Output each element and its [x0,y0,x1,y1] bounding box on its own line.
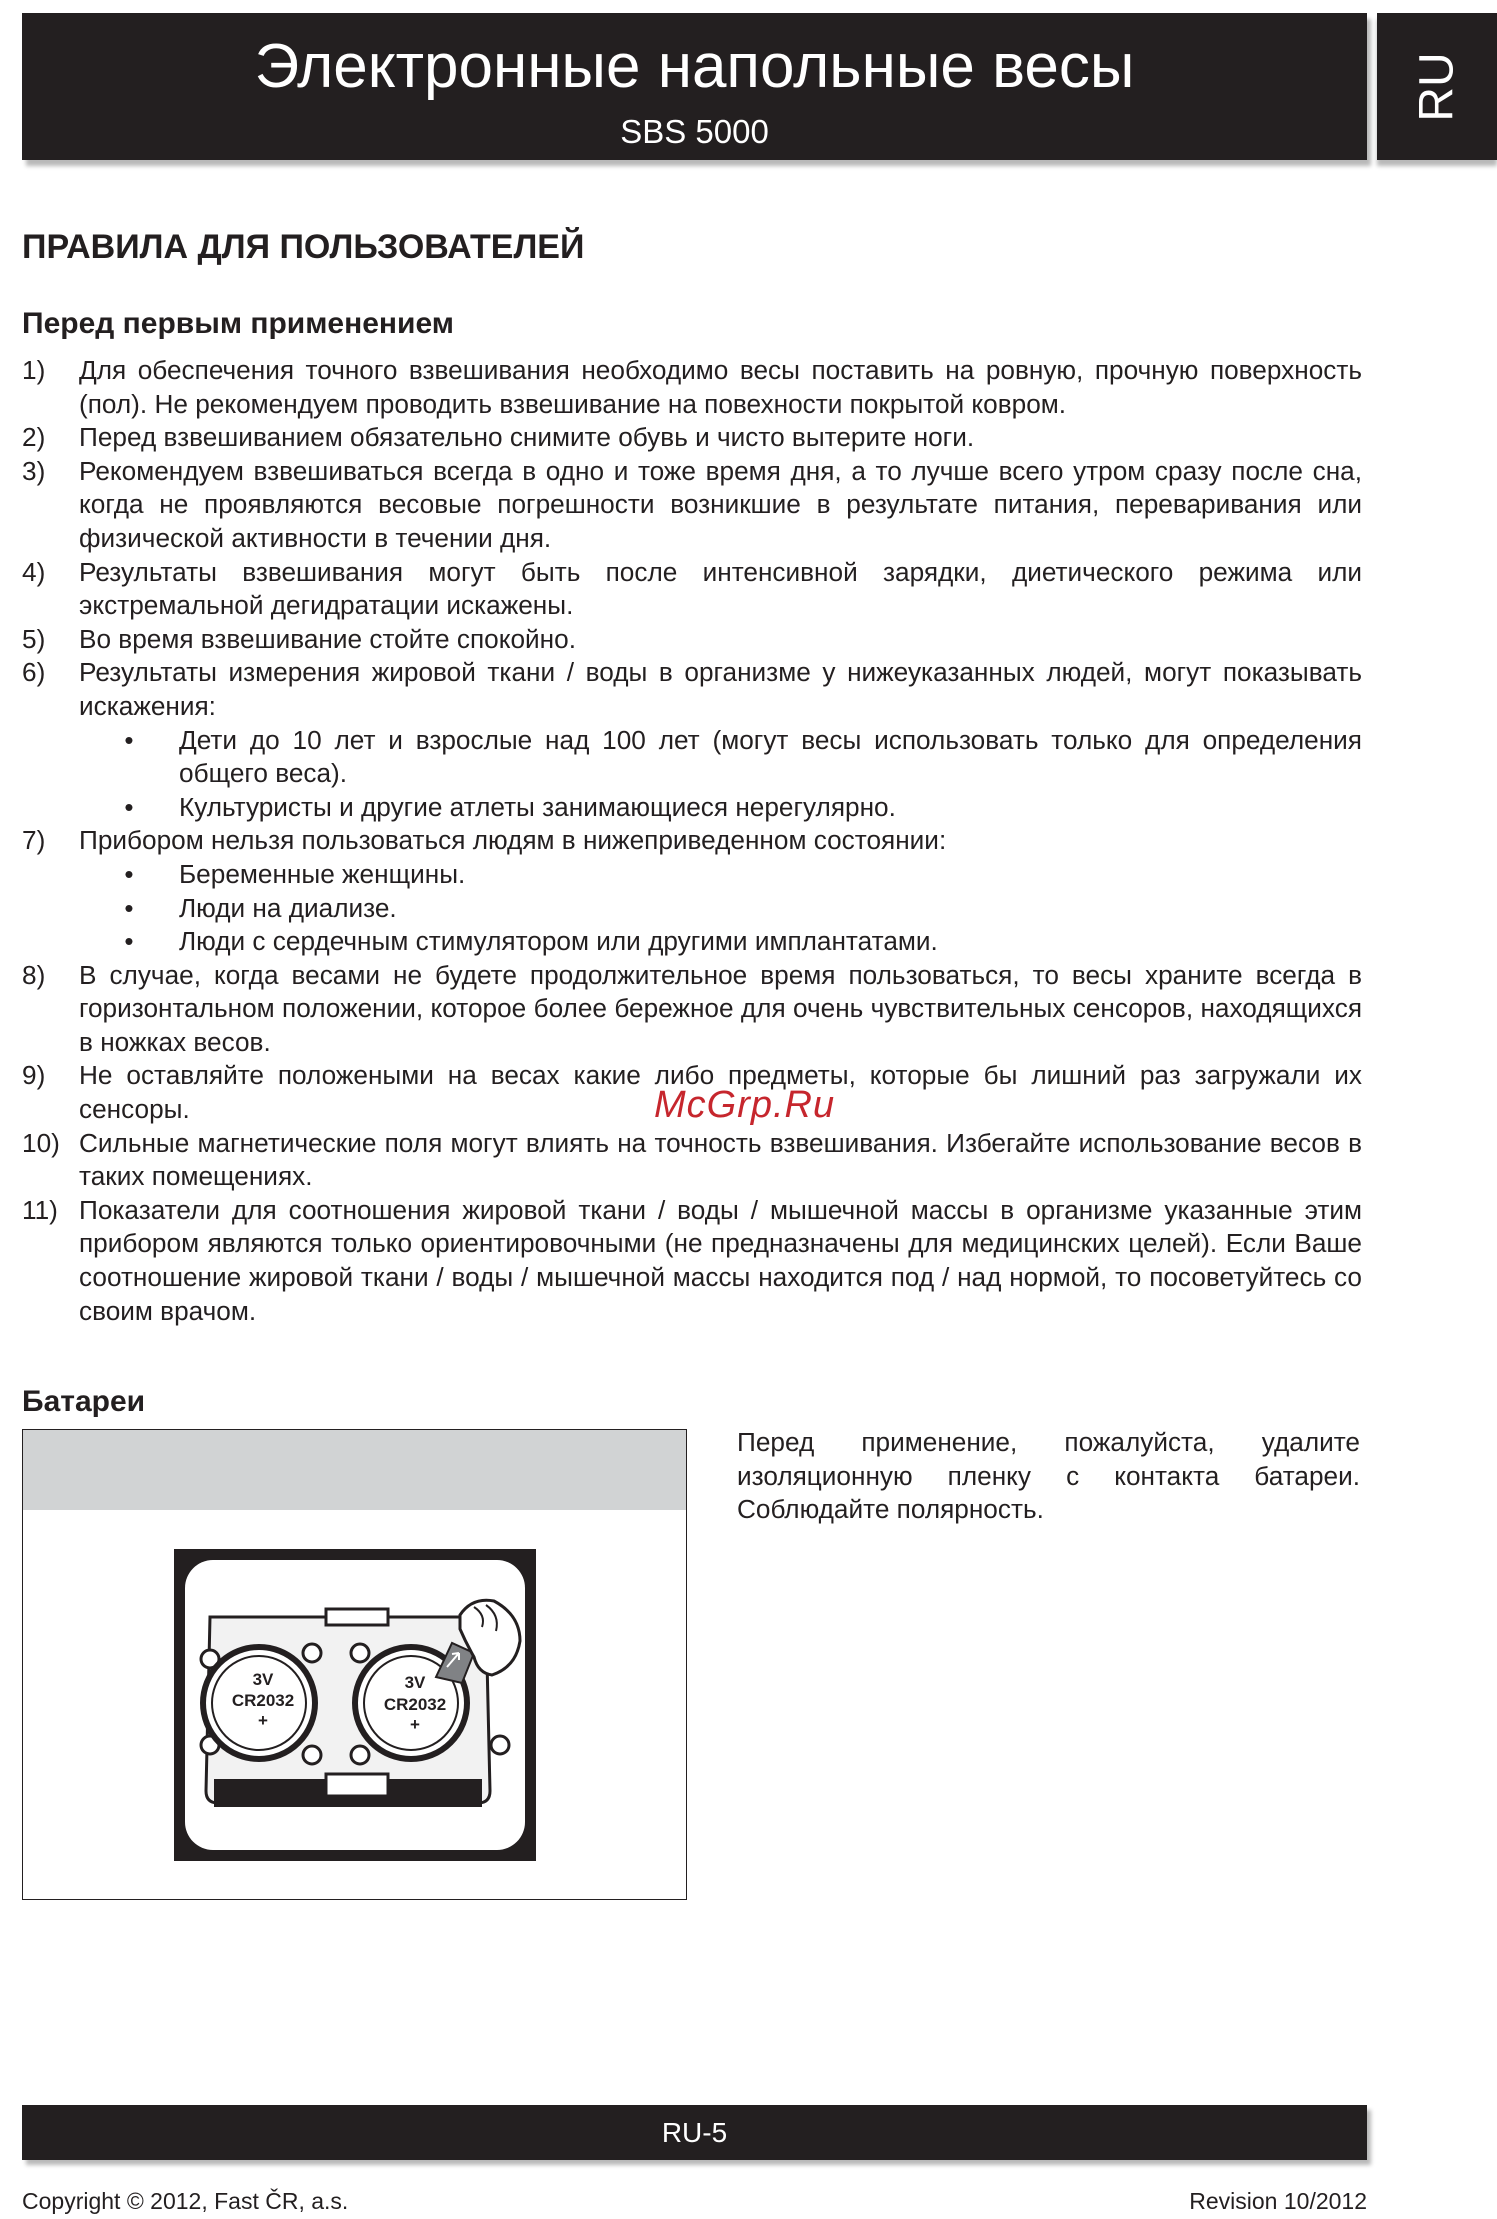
cell-polarity-left: + [258,1711,268,1730]
item-number: 6) [22,657,46,688]
list-item [22,1127,1362,1194]
item-text: Показатели для соотношения жировой ткани / воды / мышечной массы в организме указанные этим прибором являются только ориентировочными (не предназначены для медицинских целей). Если Ваше соотношение жировой ткани / воды / мышечной массы находится под / над нормой, то посоветуйтесь со своим врачом. [79,1194,1362,1326]
list-item [22,623,1362,657]
list-item [22,421,1362,455]
document-title: Электронные напольные весы [254,32,1135,101]
section-title: ПРАВИЛА ДЛЯ ПОЛЬЗОВАТЕЛЕЙ [22,228,585,266]
item-number: 4) [22,556,46,587]
bullet-text: Культуристы и другие атлеты занимающиеся нерегулярно. [179,791,896,822]
copyright: Copyright © 2012, Fast ČR, a.s. [22,2188,349,2214]
header-bar [22,13,1367,160]
batteries-heading: Батареи [22,1385,146,1418]
figure-header-strip [23,1430,686,1510]
revision: Revision 10/2012 [1189,2188,1367,2214]
bullet-text: Люди на диализе. [179,892,397,923]
item-number: 3) [22,455,46,486]
item-text: Результаты измерения жировой ткани / воды в организме у нижеуказанных людей, могут показывать искажения: [79,657,1362,721]
item-text: Результаты взвешивания могут быть после интенсивной зарядки, диетического режима или экстремальной дегидратации искажены. [79,556,1362,621]
item-number: 10) [22,1127,60,1158]
item-number: 2) [22,422,46,453]
model-name: SBS 5000 [620,113,769,150]
bullet-item [79,892,1362,926]
item-text: В случае, когда весами не будете продолжительное время пользоваться, то весы храните всегда в горизонтальном положении, которое более бережное для очень чувствительных сенсоров, находящихся в ножках весов. [79,959,1362,1057]
battery-compartment-illustration [174,1549,536,1861]
cell-model-left: CR2032 [231,1691,295,1710]
bullet-mark: • [124,791,134,822]
page-number: RU-5 [661,2117,728,2148]
bullet-text: Люди с сердечным стимулятором или другими имплантатами. [179,926,938,957]
list-item [22,1194,1362,1328]
item-number: 5) [22,623,46,654]
cell-polarity-right: + [410,1715,420,1734]
item-text: Прибором нельзя пользоваться людям в нижеприведенном состоянии: [79,825,947,856]
bullet-mark: • [124,858,134,889]
item-number: 9) [22,1060,46,1091]
bullet-mark: • [124,926,134,957]
bullet-item [79,791,1362,825]
list-item [22,455,1362,556]
language-tab [1377,13,1497,160]
batteries-instructions: Перед применение, пожалуйста, удалите изоляционную пленку с контакта батареи. Соблюдайте полярность. [737,1427,1360,1525]
cell-voltage-right: 3V [404,1673,426,1692]
cell-voltage-left: 3V [252,1670,274,1689]
bullet-mark: • [124,892,134,923]
cell-model-right: CR2032 [383,1695,447,1714]
list-item [22,656,1362,723]
list-item [22,556,1362,623]
list-item [22,824,1362,858]
battery-figure [22,1429,687,1900]
bullet-item [79,724,1362,791]
item-text: Рекомендуем взвешиваться всегда в одно и тоже время дня, а то лучше всего утром сразу после сна, когда не проявляются весовые погрешности возникшие в результате питания, переваривания или физической активности в течении дня. [79,455,1362,553]
item-text: Для обеспечения точного взвешивания необходимо весы поставить на ровную, прочную поверхность (пол). Не рекомендуем проводить взвешивание на повехности покрытой ковром. [79,355,1362,419]
item-number: 7) [22,825,46,856]
watermark: McGrp.Ru [654,1084,836,1126]
list-item [22,959,1362,1060]
bullet-item [79,925,1362,959]
language-label: RU [1410,51,1464,122]
bullet-text: Дети до 10 лет и взрослые над 100 лет (могут весы использовать только для определения общего веса). [179,724,1362,789]
item-number: 11) [22,1194,58,1225]
item-text: Во время взвешивание стойте спокойно. [79,623,576,654]
bullet-text: Беременные женщины. [179,858,466,889]
footer-bar [22,2105,1367,2160]
item-number: 1) [22,355,46,385]
item-text: Перед взвешиванием обязательно снимите обувь и чисто вытерите ноги. [79,422,975,453]
bullet-item [79,858,1362,892]
bullet-mark: • [124,724,134,755]
item-text: Сильные магнетические поля могут влиять на точность взвешивания. Избегайте использование весов в таких помещениях. [79,1127,1362,1192]
item-text: Не оставляйте положеными на весах какие либо предметы, которые бы лишний раз загружали их сенсоры. [79,1060,1362,1125]
item-number: 8) [22,959,46,990]
rules-list [22,354,1362,1328]
before-use-heading: Перед первым применением [22,307,454,340]
list-item [22,354,1362,421]
